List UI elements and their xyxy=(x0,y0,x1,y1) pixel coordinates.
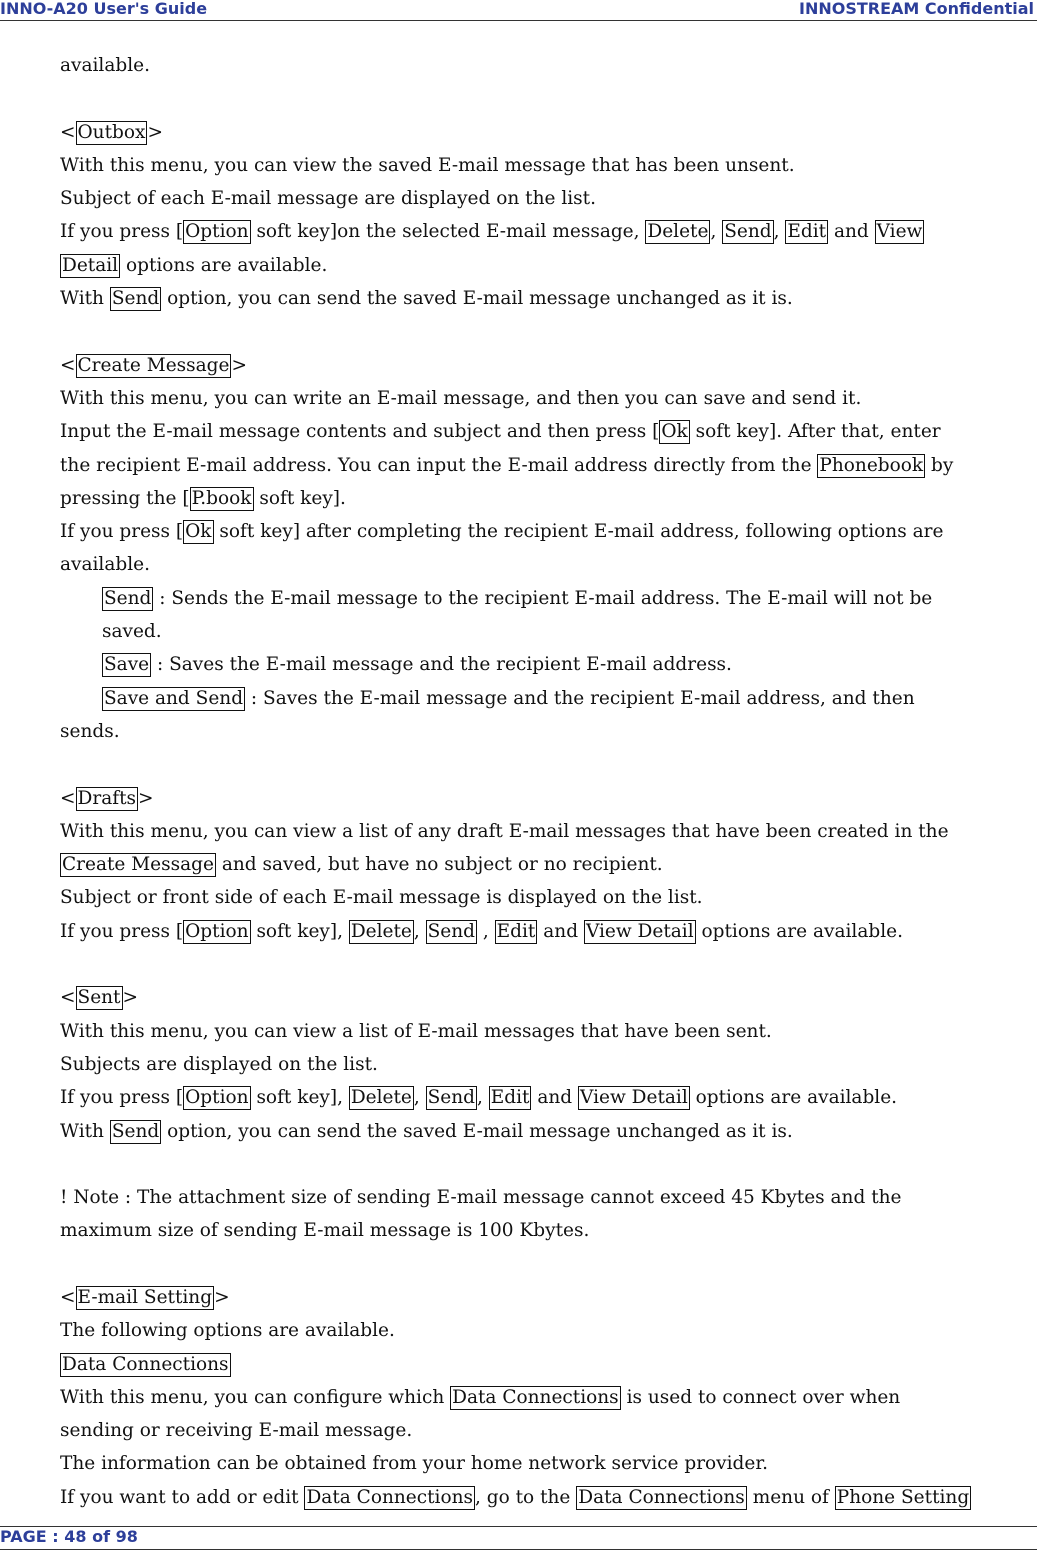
text-run: If you press [ xyxy=(60,1087,184,1109)
text-run: < xyxy=(60,987,76,1009)
menu-term-box: Data Connections xyxy=(306,1486,473,1508)
text-line xyxy=(60,1414,1028,1447)
menu-term-box: Delete xyxy=(350,1087,412,1109)
blank-line xyxy=(60,1248,1028,1281)
menu-term-box: Phone Setting xyxy=(836,1486,970,1508)
text-line xyxy=(60,182,1028,215)
text-run: If you press [ xyxy=(60,221,184,243)
text-run: > xyxy=(147,121,163,143)
header-confidential: INNOSTREAM Confidential xyxy=(799,0,1034,18)
text-run: and saved, but have no subject or no recipient. xyxy=(215,854,663,876)
menu-term-box: Create Message xyxy=(77,354,230,376)
text-line xyxy=(60,49,1028,82)
text-run: The information can be obtained from your home network service provider. xyxy=(60,1453,769,1475)
text-run: If you press [ xyxy=(60,521,184,543)
text-run: soft key]on the selected E-mail message, xyxy=(250,221,646,243)
menu-term-box: Option xyxy=(185,920,249,942)
text-run: < xyxy=(60,354,76,376)
text-line xyxy=(60,881,1028,914)
text-run: : Saves the E-mail message and the recipient E-mail address. xyxy=(151,654,732,676)
text-run: options are available. xyxy=(689,1087,898,1109)
text-line xyxy=(60,1381,1028,1414)
text-line xyxy=(60,482,1028,515)
menu-term-box: E-mail Setting xyxy=(77,1286,213,1308)
menu-term-box: View Detail xyxy=(585,920,694,942)
blank-line xyxy=(60,948,1028,981)
text-run: sends. xyxy=(60,720,120,742)
menu-term-box: Save and Send xyxy=(104,687,244,709)
text-run: < xyxy=(60,1286,76,1308)
text-run: soft key], xyxy=(250,920,349,942)
text-line xyxy=(60,1281,1028,1314)
text-run: the recipient E-mail address. You can input the E-mail address directly from the xyxy=(60,454,818,476)
menu-term-box: View Detail xyxy=(580,1087,688,1109)
text-run: soft key]. After that, enter xyxy=(689,421,941,443)
text-run: With this menu, you can configure which xyxy=(60,1386,451,1408)
menu-term-box: Detail xyxy=(62,254,119,276)
text-run: With xyxy=(60,1120,110,1142)
text-run: option, you can send the saved E-mail message unchanged as it is. xyxy=(161,1120,793,1142)
menu-term-box: Delete xyxy=(350,920,412,942)
text-line xyxy=(60,782,1028,815)
menu-term-box: Data Connections xyxy=(452,1386,619,1408)
text-run: The following options are available. xyxy=(60,1320,395,1342)
text-line xyxy=(60,981,1028,1014)
menu-term-box: Ok xyxy=(661,421,688,443)
menu-term-box: Create Message xyxy=(62,854,214,876)
text-run: option, you can send the saved E-mail message unchanged as it is. xyxy=(161,288,793,310)
text-line xyxy=(60,215,1028,248)
text-line xyxy=(60,1048,1028,1081)
text-run: Subject or front side of each E-mail message is displayed on the list. xyxy=(60,887,703,909)
text-run: options are available. xyxy=(695,920,903,942)
text-run: available. xyxy=(60,554,150,576)
text-line xyxy=(60,349,1028,382)
text-run: soft key], xyxy=(250,1087,349,1109)
blank-line xyxy=(60,748,1028,781)
menu-term-box: Send xyxy=(104,587,152,609)
text-line xyxy=(60,1314,1028,1347)
text-line xyxy=(60,282,1028,315)
text-run: pressing the [ xyxy=(60,487,190,509)
menu-term-box: Save xyxy=(104,654,150,676)
text-run: by xyxy=(925,454,954,476)
menu-term-box: Send xyxy=(427,920,476,942)
text-run: , xyxy=(773,221,786,243)
text-run: , xyxy=(710,221,723,243)
text-line xyxy=(60,1081,1028,1114)
text-run: Subject of each E-mail message are displayed on the list. xyxy=(60,188,596,210)
header-doc-title: INNO-A20 User's Guide xyxy=(0,0,208,18)
text-run: > xyxy=(214,1286,230,1308)
text-line xyxy=(60,415,1028,448)
menu-term-box: Option xyxy=(185,1087,249,1109)
indented-text-line xyxy=(60,682,1028,715)
text-run: With this menu, you can view the saved E-mail message that has been unsent. xyxy=(60,154,795,176)
text-run: > xyxy=(231,354,247,376)
menu-term-box: Send xyxy=(111,1120,160,1142)
menu-term-box: Outbox xyxy=(77,121,146,143)
text-run: ! Note : The attachment size of sending E-mail message cannot exceed 45 Kbytes and the xyxy=(60,1187,902,1209)
indented-text-line xyxy=(60,648,1028,681)
blank-line xyxy=(60,315,1028,348)
text-run: < xyxy=(60,121,76,143)
text-line xyxy=(60,449,1028,482)
menu-term-box: Phonebook xyxy=(819,454,924,476)
text-run: menu of xyxy=(746,1486,835,1508)
text-run: , xyxy=(477,1087,489,1109)
text-line xyxy=(60,915,1028,948)
text-run: maximum size of sending E-mail message is 100 Kbytes. xyxy=(60,1220,590,1242)
text-line xyxy=(60,1214,1028,1247)
text-line xyxy=(60,116,1028,149)
text-run: With xyxy=(60,288,110,310)
page-footer xyxy=(0,1526,1037,1550)
menu-term-box: Data Connections xyxy=(62,1353,229,1375)
blank-line xyxy=(60,1148,1028,1181)
menu-term-box: Send xyxy=(427,1087,476,1109)
text-run: With this menu, you can view a list of any draft E-mail messages that have been created in the xyxy=(60,820,949,842)
menu-term-box: Drafts xyxy=(77,787,136,809)
text-run: options are available. xyxy=(120,254,328,276)
menu-term-box: Option xyxy=(185,221,249,243)
text-line xyxy=(60,1348,1028,1381)
indented-text-line xyxy=(60,615,1028,648)
text-line xyxy=(60,548,1028,581)
text-run: With this menu, you can write an E-mail message, and then you can save and send it. xyxy=(60,387,862,409)
text-line xyxy=(60,249,1028,282)
menu-term-box: Edit xyxy=(490,1087,530,1109)
text-run: With this menu, you can view a list of E-mail messages that have been sent. xyxy=(60,1020,772,1042)
indented-text-line xyxy=(60,582,1028,615)
text-line xyxy=(60,1115,1028,1148)
text-run: If you press [ xyxy=(60,920,184,942)
menu-term-box: Edit xyxy=(496,920,536,942)
menu-term-box: Sent xyxy=(77,987,121,1009)
menu-term-box: Send xyxy=(724,221,772,243)
text-run: , xyxy=(413,920,426,942)
text-run: and xyxy=(531,1087,579,1109)
text-line xyxy=(60,715,1028,748)
text-run: and xyxy=(828,221,875,243)
text-run: is used to connect over when xyxy=(620,1386,901,1408)
document-body xyxy=(60,49,1028,1514)
text-run: , go to the xyxy=(475,1486,577,1508)
menu-term-box: Data Connections xyxy=(578,1486,745,1508)
menu-term-box: Ok xyxy=(185,521,212,543)
menu-term-box: View xyxy=(876,221,923,243)
text-line xyxy=(60,815,1028,848)
text-line xyxy=(60,848,1028,881)
text-run: available. xyxy=(60,55,150,76)
text-line xyxy=(60,382,1028,415)
menu-term-box: P.book xyxy=(191,487,252,509)
text-run: , xyxy=(477,920,495,942)
page-number: PAGE : 48 of 98 xyxy=(0,1527,138,1546)
text-line xyxy=(60,515,1028,548)
text-run: If you want to add or edit xyxy=(60,1486,305,1508)
text-run: < xyxy=(60,787,76,809)
text-line xyxy=(60,1181,1028,1214)
text-run: saved. xyxy=(102,621,162,643)
text-run: sending or receiving E-mail message. xyxy=(60,1420,413,1442)
text-run: soft key] after completing the recipient E-mail address, following options are xyxy=(213,521,944,543)
text-run: Input the E-mail message contents and subject and then press [ xyxy=(60,421,660,443)
text-run: : Saves the E-mail message and the recipient E-mail address, and then xyxy=(245,687,915,709)
text-run: , xyxy=(413,1087,426,1109)
text-line xyxy=(60,1447,1028,1480)
text-run: soft key]. xyxy=(253,487,346,509)
text-line xyxy=(60,1481,1028,1514)
menu-term-box: Edit xyxy=(787,221,827,243)
text-run: > xyxy=(122,987,139,1009)
text-run: Subjects are displayed on the list. xyxy=(60,1053,378,1075)
menu-term-box: Delete xyxy=(647,221,709,243)
text-run: : Sends the E-mail message to the recipient E-mail address. The E-mail will not be xyxy=(153,587,933,609)
blank-line xyxy=(60,82,1028,115)
text-run: and xyxy=(537,920,584,942)
page-header xyxy=(0,0,1037,21)
text-line xyxy=(60,1015,1028,1048)
text-run: > xyxy=(138,787,154,809)
menu-term-box: Send xyxy=(111,288,160,310)
text-line xyxy=(60,149,1028,182)
